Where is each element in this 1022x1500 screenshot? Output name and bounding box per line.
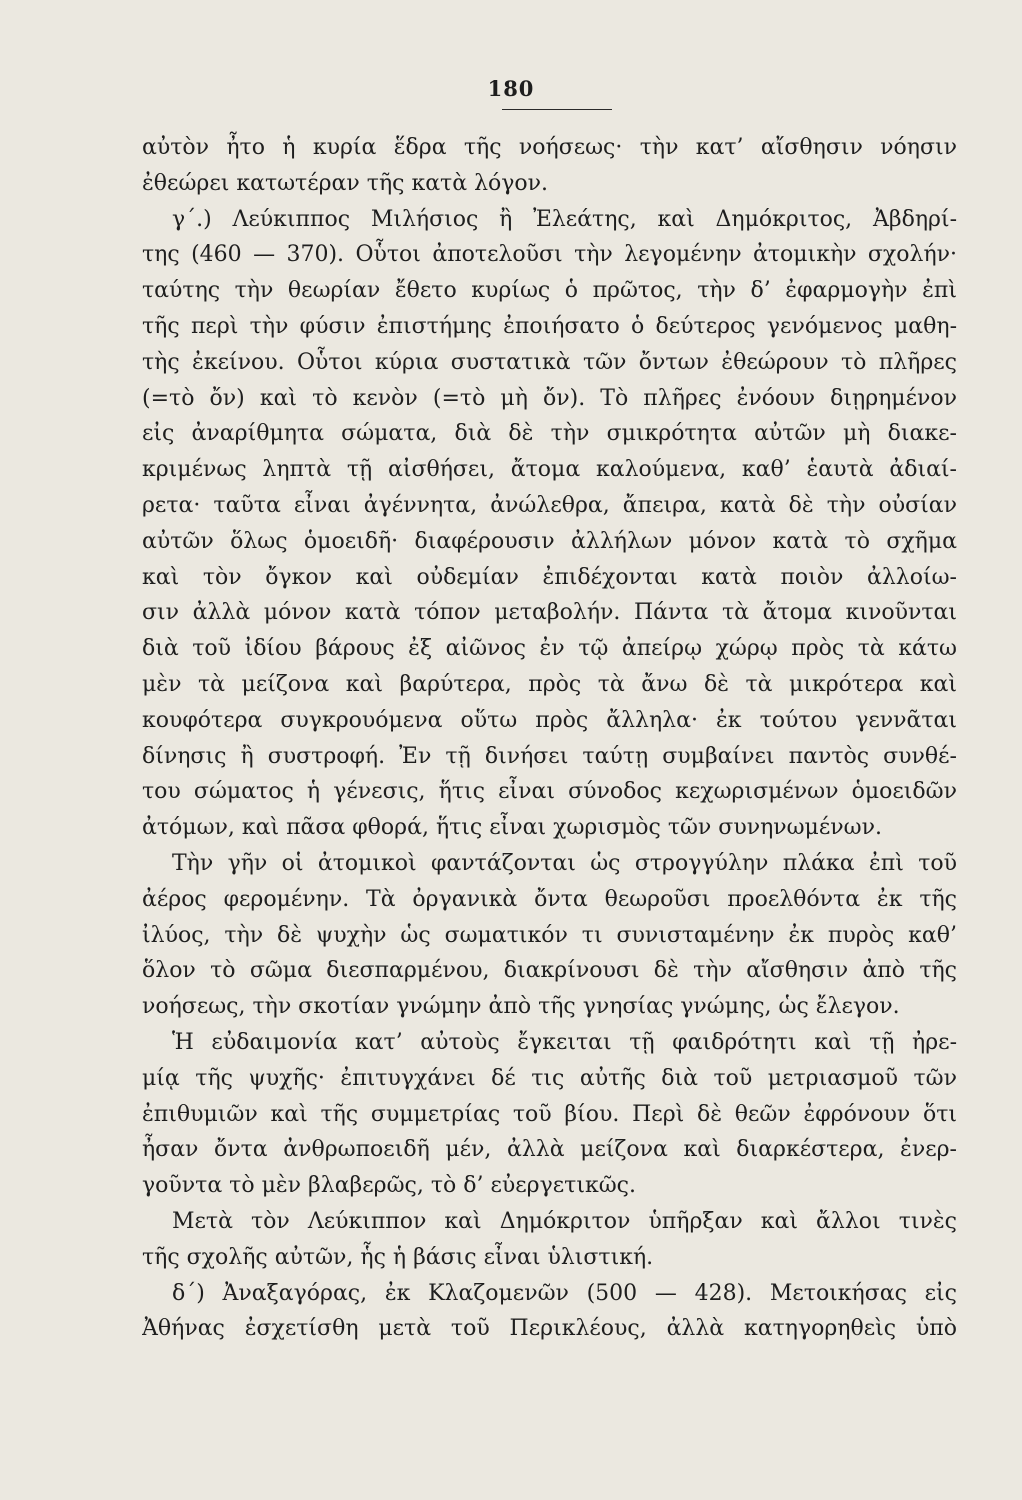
text-line: Ἡ εὐδαιμονία κατ’ αὐτοὺς ἔγκειται τῇ φαιδρότητι καὶ τῇ ἠρε- bbox=[172, 1029, 957, 1055]
text-line: γοῦντα τὸ μὲν βλαβερῶς, τὸ δ’ εὐεργετικῶς. bbox=[142, 1173, 636, 1199]
text-line: μὲν τὰ μείζονα καὶ βαρύτερα, πρὸς τὰ ἄνω δὲ τὰ μικρότερα καὶ bbox=[142, 671, 957, 697]
text-line: δ΄) Ἀναξαγόρας, ἐκ Κλαζομενῶν (500 — 428). Μετοικήσας εἰς bbox=[172, 1280, 957, 1306]
text-line: τῆς σχολῆς αὐτῶν, ἧς ἡ βάσις εἶναι ὑλιστική. bbox=[142, 1244, 654, 1270]
text-line: ταύτης τὴν θεωρίαν ἔθετο κυρίως ὁ πρῶτος, τὴν δ’ ἐφαρμογὴν ἐπὶ bbox=[142, 278, 957, 304]
text-line: του σώματος ἡ γένεσις, ἥτις εἶναι σύνοδος κεχωρισμένων ὁμοειδῶν bbox=[142, 779, 957, 805]
text-line: νοήσεως, τὴν σκοτίαν γνώμην ἀπὸ τῆς γνησίας γνώμης, ὡς ἔλεγον. bbox=[142, 994, 900, 1020]
page-number: 180 bbox=[487, 76, 535, 101]
body-text bbox=[142, 130, 957, 1347]
text-line: εἰς ἀναρίθμητα σώματα, διὰ δὲ τὴν σμικρότητα αὐτῶν μὴ διακε- bbox=[142, 421, 957, 447]
text-line: ἦσαν ὄντα ἀνθρωποειδῆ μέν, ἀλλὰ μείζονα καὶ διαρκέστερα, ἐνερ- bbox=[142, 1137, 957, 1163]
text-line: της (460 — 370). Οὗτοι ἀποτελοῦσι τὴν λεγομένην ἀτομικὴν σχολήν· bbox=[142, 242, 957, 268]
text-line: ἀτόμων, καὶ πᾶσα φθορά, ἥτις εἶναι χωρισμὸς τῶν συνηνωμένων. bbox=[142, 815, 882, 841]
text-line: δίνησις ἢ συστροφή. Ἐν τῇ δινήσει ταύτῃ συμβαίνει παντὸς συνθέ- bbox=[142, 743, 957, 769]
text-line: αὐτὸν ἦτο ἡ κυρία ἕδρα τῆς νοήσεως· τὴν κατ’ αἴσθησιν νόησιν bbox=[142, 135, 957, 160]
text-line: Ἀθήνας ἐσχετίσθη μετὰ τοῦ Περικλέους, ἀλλὰ κατηγορηθεὶς ὑπὸ bbox=[142, 1316, 957, 1342]
text-line: κουφότερα συγκρουόμενα οὕτω πρὸς ἄλληλα· ἐκ τούτου γεννᾶται bbox=[142, 707, 957, 733]
text-line: ἐθεώρει κατωτέραν τῆς κατὰ λόγον. bbox=[142, 170, 549, 196]
text-line: (=τὸ ὄν) καὶ τὸ κενὸν (=τὸ μὴ ὄν). Τὸ πλῆρες ἐνόουν διῃρημένον bbox=[142, 385, 957, 411]
text-line: μίᾳ τῆς ψυχῆς· ἐπιτυγχάνει δέ τις αὐτῆς διὰ τοῦ μετριασμοῦ τῶν bbox=[142, 1065, 957, 1091]
text-line: τὴς ἐκείνου. Οὗτοι κύρια συστατικὰ τῶν ὄντων ἐθεώρουν τὸ πλῆρες bbox=[142, 349, 957, 375]
text-line: ἀέρος φερομένην. Τὰ ὀργανικὰ ὄντα θεωροῦσι προελθόντα ἐκ τῆς bbox=[142, 886, 957, 912]
text-line: Τὴν γῆν οἱ ἀτομικοὶ φαντάζονται ὡς στρογγύλην πλάκα ἐπὶ τοῦ bbox=[172, 850, 957, 876]
text-line: ὅλον τὸ σῶμα διεσπαρμένου, διακρίνουσι δὲ τὴν αἴσθησιν ἀπὸ τῆς bbox=[142, 958, 957, 984]
text-line: καὶ τὸν ὄγκον καὶ οὐδεμίαν ἐπιδέχονται κατὰ ποιὸν ἀλλοίω- bbox=[142, 564, 957, 590]
text-line: γ΄.) Λεύκιππος Μιλήσιος ἢ Ἐλεάτης, καὶ Δημόκριτος, Ἀβδηρί- bbox=[172, 206, 957, 232]
text-line: τῆς περὶ τὴν φύσιν ἐπιστήμης ἐποιήσατο ὁ δεύτερος γενόμενος μαθη- bbox=[142, 313, 957, 339]
header-rule bbox=[502, 109, 612, 110]
text-line: κριμένως ληπτὰ τῇ αἰσθήσει, ἄτομα καλούμενα, καθ’ ἑαυτὰ ἀδιαί- bbox=[142, 457, 957, 483]
text-line: ἐπιθυμιῶν καὶ τῆς συμμετρίας τοῦ βίου. Περὶ δὲ θεῶν ἐφρόνουν ὅτι bbox=[142, 1101, 957, 1127]
text-line: διὰ τοῦ ἰδίου βάρους ἐξ αἰῶνος ἐν τῷ ἀπείρῳ χώρῳ πρὸς τὰ κάτω bbox=[142, 636, 957, 662]
text-line: σιν ἀλλὰ μόνον κατὰ τόπον μεταβολήν. Πάντα τὰ ἄτομα κινοῦνται bbox=[142, 600, 957, 626]
text-line: ρετα· ταῦτα εἶναι ἀγέννητα, ἀνώλεθρα, ἄπειρα, κατὰ δὲ τὴν οὐσίαν bbox=[142, 492, 957, 518]
text-line: αὐτῶν ὅλως ὁμοειδῆ· διαφέρουσιν ἀλλήλων μόνον κατὰ τὸ σχῆμα bbox=[142, 528, 957, 554]
text-line: ἰλύος, τὴν δὲ ψυχὴν ὡς σωματικόν τι συνισταμένην ἐκ πυρὸς καθ’ bbox=[142, 922, 957, 948]
text-line: Μετὰ τὸν Λεύκιππον καὶ Δημόκριτον ὑπῆρξαν καὶ ἄλλοι τινὲς bbox=[172, 1208, 957, 1234]
